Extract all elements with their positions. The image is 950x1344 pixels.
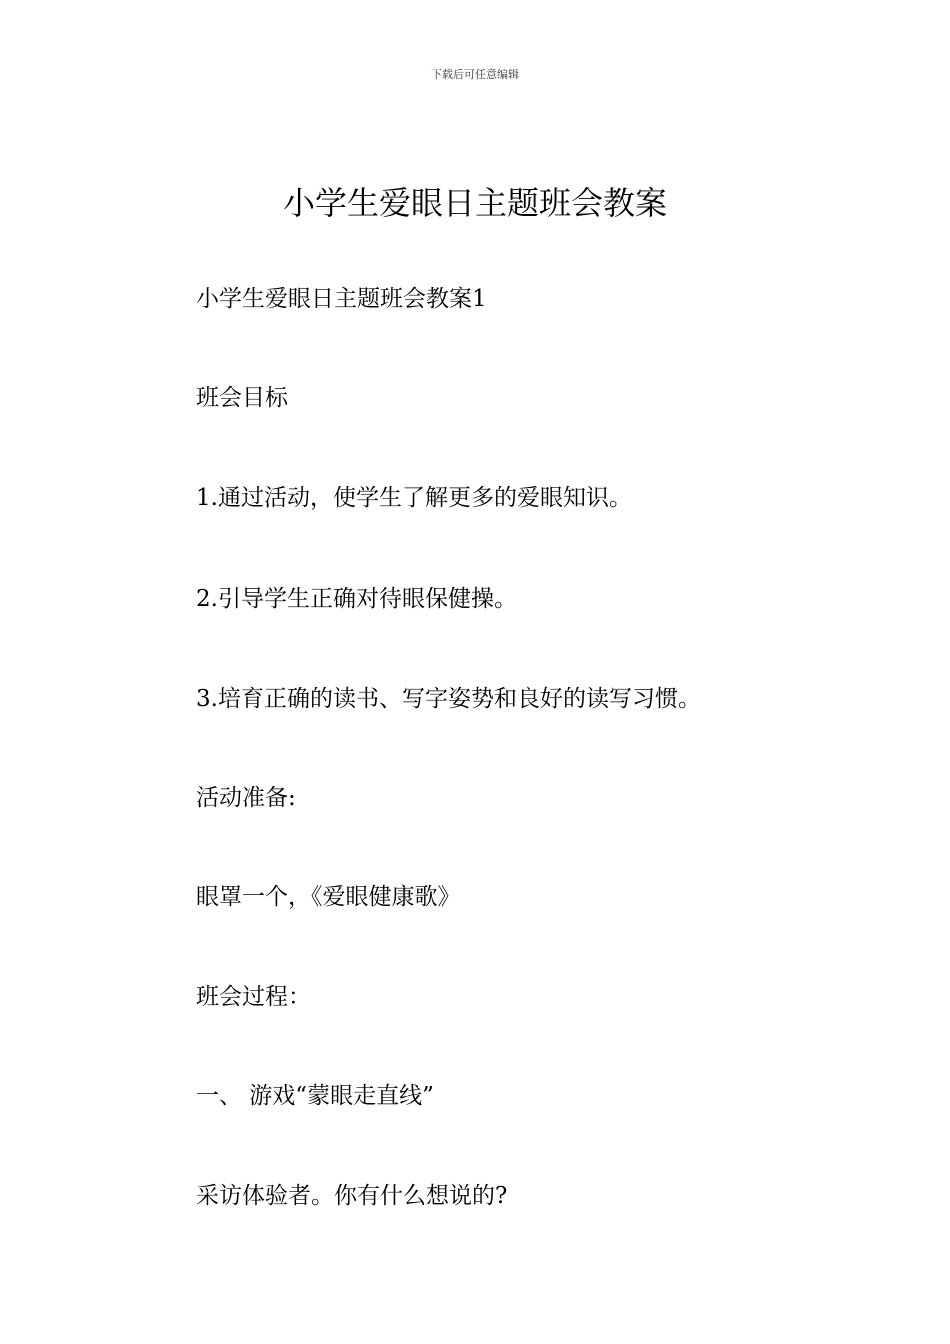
goal-item-2: 2.引导学生正确对待眼保健操。 bbox=[196, 586, 517, 612]
page-header-note: 下载后可任意编辑 bbox=[431, 68, 519, 81]
preparation-items: 眼罩一个，《爱眼健康歌》 bbox=[196, 884, 461, 910]
subheading-goals: 班会目标 bbox=[196, 385, 288, 411]
document-title: 小学生爱眼日主题班会教案 bbox=[282, 184, 667, 222]
section-heading: 小学生爱眼日主题班会教案1 bbox=[196, 286, 487, 312]
goal-item-1: 1.通过活动，使学生了解更多的爱眼知识。 bbox=[196, 485, 632, 511]
process-step-1-detail: 采访体验者。你有什么想说的? bbox=[196, 1183, 508, 1209]
process-step-1: 一、 游戏“蒙眼走直线” bbox=[196, 1083, 434, 1109]
goal-item-3: 3.培育正确的读书、写字姿势和良好的读写习惯。 bbox=[196, 686, 701, 712]
subheading-process: 班会过程： bbox=[196, 984, 311, 1010]
subheading-preparation: 活动准备: bbox=[196, 785, 296, 811]
